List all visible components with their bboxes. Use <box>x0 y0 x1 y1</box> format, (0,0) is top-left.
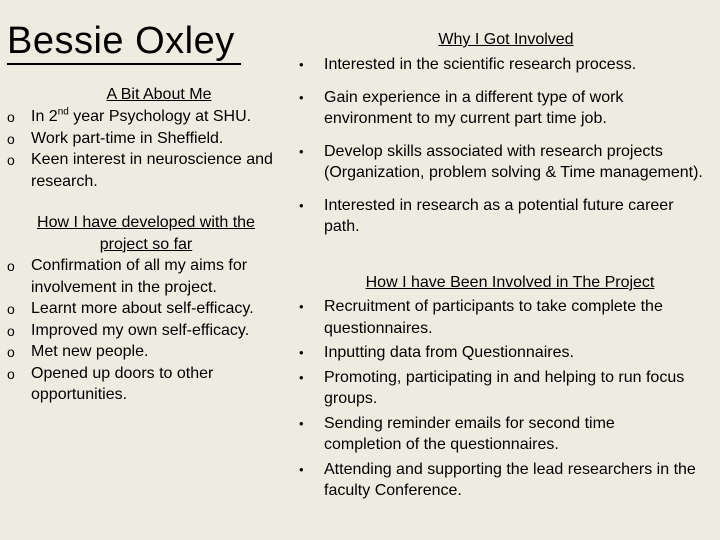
about-item: o Keen interest in neuroscience and research. <box>7 151 273 190</box>
about-list <box>7 106 293 192</box>
developed-item: o Opened up doors to other opportunities. <box>7 364 214 403</box>
bullet-marker: o <box>7 152 15 168</box>
why-item: • Interested in research as a potential future career path. <box>299 196 674 235</box>
involved-item: • Promoting, participating in and helping to run focus groups. <box>299 368 685 407</box>
bullet-marker: o <box>7 130 15 147</box>
bullet-marker: o <box>7 365 15 382</box>
page-title: Bessie Oxley <box>7 20 235 62</box>
developed-item: o Met new people. <box>31 341 293 363</box>
bullet-marker: • <box>299 415 304 431</box>
bullet-marker: • <box>299 345 304 360</box>
about-item: o Work part-time in Sheffield. <box>31 128 293 150</box>
bullet-marker: • <box>299 369 304 385</box>
why-list <box>299 54 716 238</box>
why-heading: Why I Got Involved <box>438 31 574 48</box>
about-heading: A Bit About Me <box>106 86 212 103</box>
developed-item: o Improved my own self-efficacy. <box>31 320 293 342</box>
bullet-marker: • <box>299 89 304 105</box>
developed-item: o Learnt more about self-efficacy. <box>31 298 293 320</box>
bullet-marker: • <box>299 197 304 213</box>
involved-item: • Recruitment of participants to take complete the questionnaires. <box>299 298 663 337</box>
bullet-marker: o <box>7 322 15 339</box>
bullet-marker: o <box>7 344 15 360</box>
developed-heading: How I have developed with the project so far <box>37 214 255 253</box>
developed-list <box>7 255 293 406</box>
bullet-marker: o <box>7 301 15 317</box>
bullet-marker: • <box>299 57 304 72</box>
developed-item: o Confirmation of all my aims for involvement in the project. <box>7 257 248 296</box>
bullet-marker: • <box>299 143 304 159</box>
involved-list <box>299 296 716 502</box>
why-item: • Develop skills associated with research projects (Organization, problem solving & Time management). <box>299 142 703 181</box>
involved-item: • Attending and supporting the lead researchers in the faculty Conference. <box>299 460 696 499</box>
involved-item: • Inputting data from Questionnaires. <box>324 342 716 364</box>
bullet-marker: • <box>299 461 304 477</box>
why-item: • Gain experience in a different type of work environment to my current part time job. <box>299 88 624 127</box>
involved-heading: How I have Been Involved in The Project <box>365 274 655 291</box>
why-item: • Interested in the scientific research process. <box>324 54 716 76</box>
about-item: o In 2nd year Psychology at SHU. <box>31 106 293 128</box>
title-underline <box>7 63 241 65</box>
bullet-marker: o <box>7 109 15 125</box>
bullet-marker: • <box>299 299 304 314</box>
bullet-marker: o <box>7 258 15 274</box>
involved-item: • Sending reminder emails for second time completion of the questionnaires. <box>299 414 615 453</box>
